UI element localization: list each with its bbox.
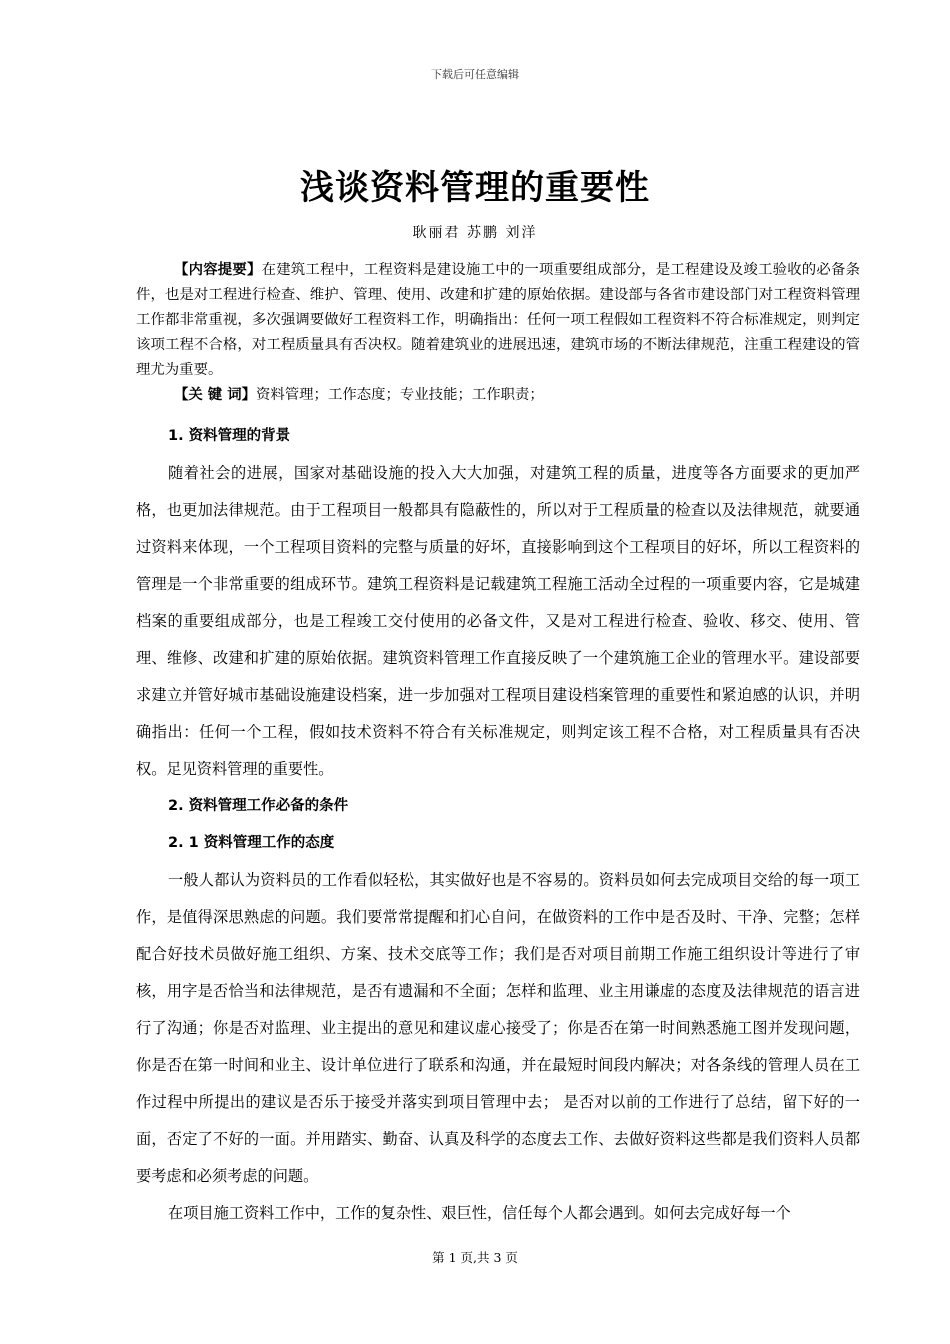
abstract-label: 【内容提要】 <box>174 262 262 278</box>
body-paragraph: 一般人都认为资料员的工作看似轻松，其实做好也是不容易的。资料员如何去完成项目交给的每一项工作，是值得深思熟虑的问题。我们要常常提醒和扪心自问，在做资料的工作中是否及时、干净、完整；怎样配合好技术员做好施工组织、方案、技术交底等工作；我们是否对项目前期工作施工组织设计等进行了审核，用字是否恰当和法律规范，是否有遗漏和不全面；怎样和监理、业主用谦虚的态度及法律规范的语言进行了沟通；你是否对监理、业主提出的意见和建议虚心接受了；你是否在第一时间熟悉施工图并发现问题，你是否在第一时间和业主、设计单位进行了联系和沟通，并在最短时间段内解决；对各条线的管理人员在工作过程中所提出的建议是否乐于接受并落实到项目管理中去； 是否对以前的工作进行了总结，留下好的一面，否定了不好的一面。并用踏实、勤奋、认真及科学的态度去工作、去做好资料这些都是我们资料人员都要考虑和必须考虑的问题。 <box>136 871 860 1185</box>
abstract-block <box>136 258 860 408</box>
page-header-note: 下载后可任意编辑 <box>431 68 519 81</box>
document-body <box>136 418 860 1232</box>
document-title: 浅谈资料管理的重要性 <box>300 168 650 208</box>
abstract-paragraph <box>136 258 860 383</box>
body-paragraph: 在项目施工资料工作中，工作的复杂性、艰巨性，信任每个人都会遇到。如何去完成好每一个 <box>168 1204 791 1222</box>
section-heading: 2. 资料管理工作必备的条件 <box>168 798 349 814</box>
subsection-heading: 2. 1 资料管理工作的态度 <box>168 835 335 851</box>
keywords-text: 资料管理；工作态度；专业技能；工作职责； <box>255 387 544 403</box>
authors: 耿丽君 苏鹏 刘洋 <box>412 225 538 241</box>
body-paragraph: 随着社会的进展，国家对基础设施的投入大大加强，对建筑工程的质量，进度等各方面要求的更加严格，也更加法律规范。由于工程项目一般都具有隐蔽性的，所以对于工程质量的检查以及法律规范，就要通过资料来体现，一个工程项目资料的完整与质量的好坏，直接影响到这个工程项目的好坏，所以工程资料的管理是一个非常重要的组成环节。建筑工程资料是记载建筑工程施工活动全过程的一项重要内容，它是城建档案的重要组成部分，也是工程竣工交付使用的必备文件，又是对工程进行检查、验收、移交、使用、管理、维修、改建和扩建的原始依据。建筑资料管理工作直接反映了一个建筑施工企业的管理水平。建设部要求建立并管好城市基础设施建设档案，进一步加强对工程项目建设档案管理的重要性和紧迫感的认识，并明确指出：任何一个工程，假如技术资料不符合有关标准规定，则判定该工程不合格，对工程质量具有否决权。足见资料管理的重要性。 <box>136 464 860 778</box>
page-number-footer: 第 1 页,共 3 页 <box>432 1250 518 1265</box>
keywords-label: 【关 键 词】 <box>174 387 256 403</box>
abstract-text: 在建筑工程中，工程资料是建设施工中的一项重要组成部分，是工程建设及竣工验收的必备条件，也是对工程进行检查、维护、管理、使用、改建和扩建的原始依据。建设部与各省市建设部门对工程资料管理工作都非常重视，多次强调要做好工程资料工作，明确指出：任何一项工程假如工程资料不符合标准规定，则判定该项工程不合格，对工程质量具有否决权。随着建筑业的进展迅速，建筑市场的不断法律规范，注重工程建设的管理尤为重要。 <box>136 262 860 378</box>
section-heading: 1. 资料管理的背景 <box>168 428 291 444</box>
keywords-paragraph <box>136 383 860 408</box>
